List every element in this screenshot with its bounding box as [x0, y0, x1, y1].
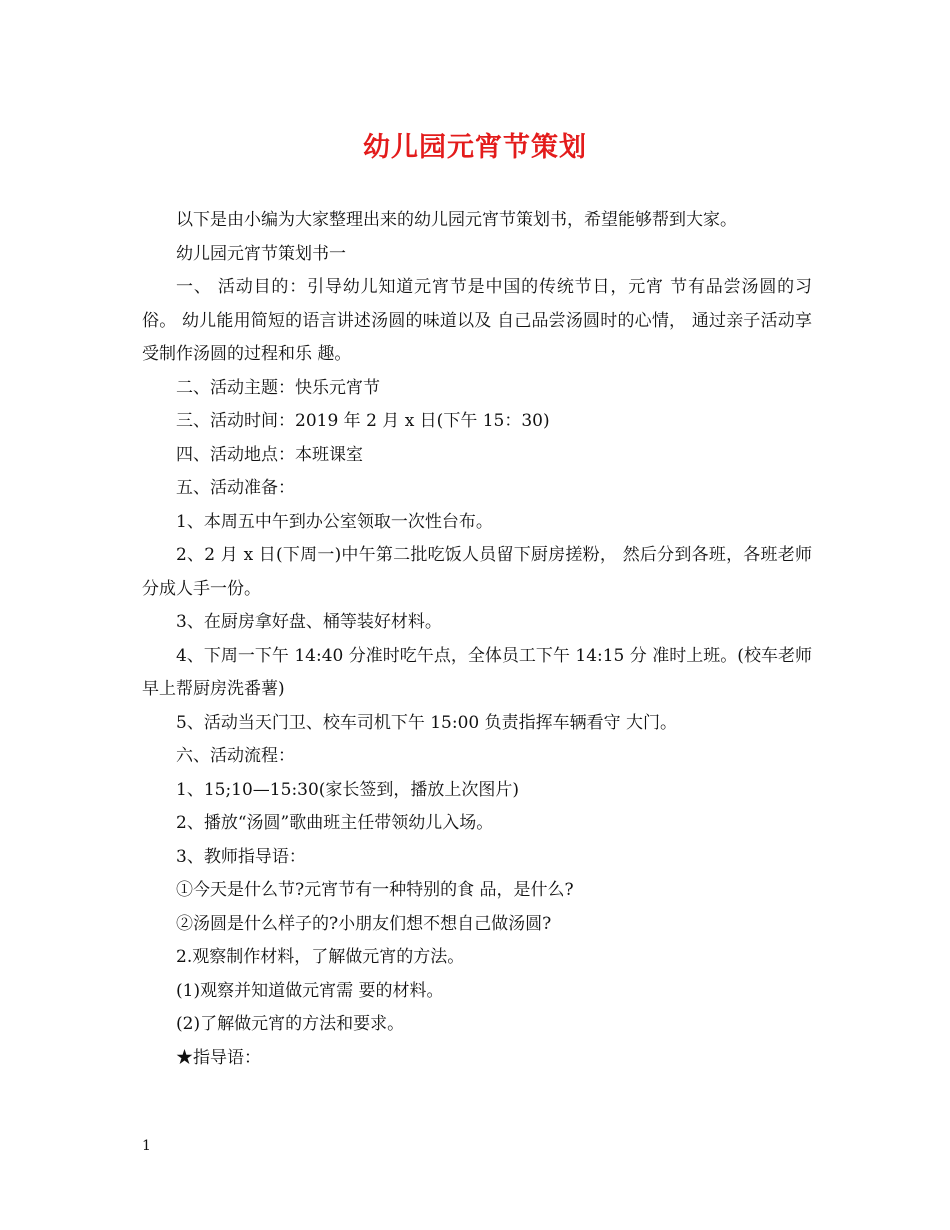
paragraph-flow-3: 3、教师指导语： [176, 846, 306, 867]
paragraph-prep-5: 5、活动当天门卫、校车司机下午 15:00 负责指挥车辆看守 大门。 [176, 712, 678, 733]
paragraph-guidance: ★指导语： [176, 1047, 261, 1068]
paragraph-activity-goal: 一、 活动目的：引导幼儿知道元宵节是中国的传统节日，元宵 节有品尝汤圆的习俗。 幼儿能用简短的语言讲述汤圆的味道以及 自己品尝汤圆时的心情， 通过亲子活动享受制作汤圆的过程和乐 趣。 [142, 277, 812, 364]
paragraph-prep-1: 1、本周五中午到办公室领取一次性台布。 [176, 511, 493, 532]
paragraph-activity-flow: 六、活动流程： [176, 746, 295, 766]
paragraph-activity-theme: 二、活动主题：快乐元宵节 [176, 377, 380, 398]
paragraph-observe-1: (1)观察并知道做元宵需 要的材料。 [176, 980, 444, 1001]
paragraph-observe-materials: 2.观察制作材料，了解做元宵的方法。 [176, 947, 465, 967]
paragraph-prep-4: 4、下周一下午 14:40 分准时吃午点，全体员工下午 14:15 分 准时上班。(校车老师早上帮厨房洗番薯) [142, 645, 812, 699]
paragraph-intro: 以下是由小编为大家整理出来的幼儿园元宵节策划书，希望能够帮到大家。 [176, 210, 737, 230]
paragraph-observe-2: (2)了解做元宵的方法和要求。 [176, 1014, 405, 1034]
page-number: 1 [142, 1138, 151, 1154]
paragraph-flow-1: 1、15;10—15:30(家长签到，播放上次图片) [176, 779, 520, 800]
paragraph-prep-3: 3、在厨房拿好盘、桶等装好材料。 [176, 612, 442, 632]
paragraph-subtitle: 幼儿园元宵节策划书一 [176, 243, 346, 264]
document-body [142, 204, 812, 1075]
paragraph-flow-2: 2、播放“汤圆”歌曲班主任带领幼儿入场。 [176, 813, 494, 833]
paragraph-question-2: ②汤圆是什么样子的?小朋友们想不想自己做汤圆? [176, 913, 552, 934]
paragraph-question-1: ①今天是什么节?元宵节有一种特别的食 品，是什么? [176, 880, 574, 900]
paragraph-prep-2: 2、2 月 x 日(下周一)中午第二批吃饭人员留下厨房搓粉， 然后分到各班，各班老师分成人手一份。 [142, 545, 812, 599]
document-title: 幼儿园元宵节策划 [363, 132, 587, 163]
paragraph-activity-preparation: 五、活动准备： [176, 478, 295, 498]
paragraph-activity-time: 三、活动时间：2019 年 2 月 x 日(下午 15：30) [176, 411, 550, 431]
paragraph-activity-location: 四、活动地点：本班课室 [176, 444, 363, 465]
